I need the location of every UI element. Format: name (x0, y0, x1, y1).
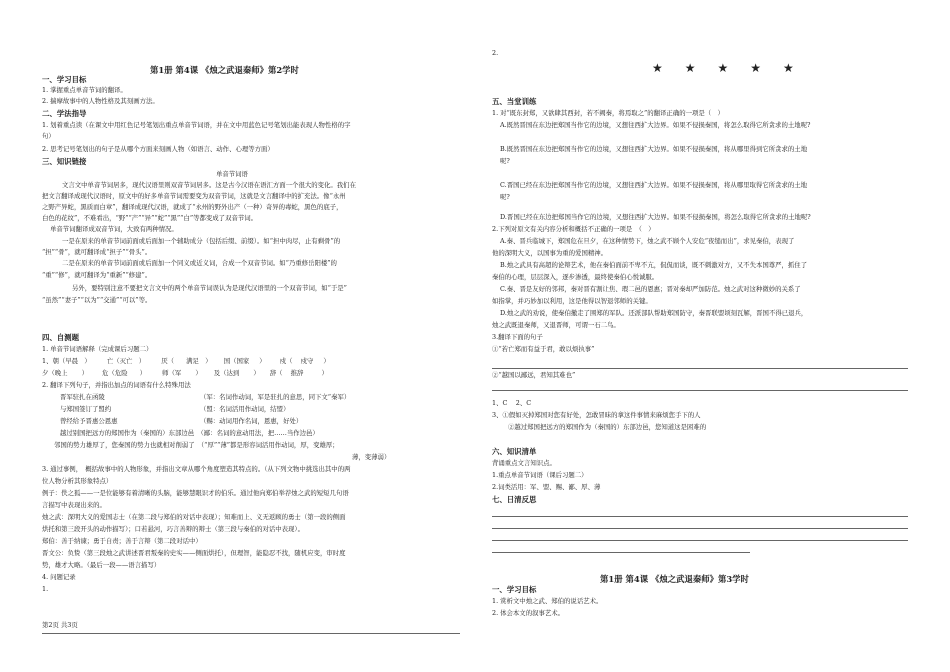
practice-option: 呢? (500, 193, 510, 201)
goal-item: 1. 赏析文中烛之武、郑伯的说话艺术。 (492, 597, 603, 605)
knowledge-text: 另外，要特别注意不要把文言文中的两个单音节词误认为是现代汉语里的一个双音节词，如“于是” (72, 284, 347, 292)
section-goals-heading: 一、学习目标 (42, 75, 87, 84)
goal-item: 2. 体会本文的叙事艺术。 (492, 609, 565, 617)
goal-item: 2. 揣摩故事中的人物性格及其刻画方法。 (42, 97, 159, 105)
translate-item: ①“若亡郑而有益于君，敢以烦执事” (492, 345, 595, 353)
vocab-row-1: 1、朝（早晨 ） 亡（灭亡 ） 厌（ 满足 ） 国（国家 ） 戍（ 戍守 ） (42, 357, 330, 365)
question-4: 4. 问题记录 (42, 573, 76, 581)
answer-line (492, 390, 908, 391)
practice-option: C.秦、晋是友好的邻邦，秦对晋有割让焦、瑕二邑的恩惠；晋对秦却严加防范。烛之武对这种微妙的关系了 (500, 285, 801, 293)
reflection-line (492, 552, 750, 553)
practice-option: A.秦、晋兵临城下，郑国危在旦夕，在这种情势下，烛之武不顾个人安危“夜缒而出”，求见秦伯，表现了 (500, 237, 795, 245)
character-analysis: 郑伯：善于纳谏；勇于自责；善于言辩（第二段对话中） (42, 537, 202, 545)
character-analysis: 烛之武：深明大义的爱国志士（在第二段与郑伯的对话中表现）；知难而上、义无返顾的勇士（第一段的侧面 (42, 513, 346, 521)
knowledge-text: “担”“骨”，就可翻译成“担子”“骨头”。 (42, 248, 152, 256)
section-knowledge-heading: 三、知识链接 (42, 157, 87, 166)
translation-sentence: 邻国的势力雄厚了，您秦国的势力也就相对削弱了 （“厚”“薄”都是形容词活用作动词，厚，变雄厚； (54, 441, 339, 449)
reflection-line (492, 540, 908, 541)
practice-option: A.既然晋国在东边把郑国当作它的边境，又想往西扩大边界。如果不侵损秦国，将怎么取得它所贪求的土地呢? (500, 121, 811, 129)
reflection-line (492, 516, 908, 517)
practice-option: C.晋国已经在东边把郑国当作它的边境，又想往西扩大边界。如果不侵损秦国，将从哪里取得它所贪求的土地 (500, 181, 808, 189)
answer-line (492, 368, 908, 369)
section-checklist-heading: 六、知识清单 (492, 447, 537, 456)
answer-key: 3、①假如灭掉郑国对您有好处，怎敢冒昧的拿这件事情来麻烦您手下的人 (492, 411, 701, 419)
section-selftest-heading: 四、自测题 (42, 333, 79, 342)
checklist-item: 1.重点单音节词语（课后习题二） (492, 471, 588, 479)
translation-sentence: 越过别国把远方的郑国作为（秦国的）东部边邑 （鄙：名词的意动用法，把……当作边邑） (60, 429, 319, 437)
left-page-column (42, 0, 460, 672)
translation-note: 薄，变薄弱） (352, 453, 391, 461)
translation-note: （军：名词作动词，军是驻扎的意思，同下文“秦军） (200, 393, 351, 401)
practice-option: 烛之武既退秦师，又退晋师，可谓一石二鸟。 (492, 321, 620, 329)
section-goals-heading: 一、学习目标 (492, 585, 537, 594)
reflection-line (492, 528, 908, 529)
practice-option: D.晋国已经在东边把郑国当作它的边境，又想往西扩大边界。如果不侵损秦国，将怎么取得它所贪求的土地呢? (500, 213, 811, 221)
practice-option: D.烛之武的劝说，使秦伯撤走了围郑的军队。还派部队帮助郑国防守，秦晋联盟顷刻瓦解，晋国不得已退兵， (500, 309, 808, 317)
method-text: 2. 思考记号笔划出的句子是从哪个方面来刻画人物（如语言、动作、心理等方面） (42, 145, 274, 153)
practice-question: 1. 对“既东封郑，又欲肆其西封，若不阙秦，将焉取之”的翻译正确的一项是（ ） (492, 109, 724, 117)
question-1: 1. 单音节词语解释（完成课后习题二） (42, 345, 153, 353)
character-analysis: 势，雄才大略。（最后一段——语言描写） (42, 561, 161, 569)
knowledge-text: 一是在原来的单音节词前面或后面加一个辅助成分（包括后缀、前缀）。如“担中肉尽，止有剩骨”的 (62, 237, 341, 245)
knowledge-text: 单音节词翻译成双音节词，大致有两种情况。 (50, 225, 178, 233)
translation-sentence: 曾经给予晋惠公恩惠 (60, 417, 118, 425)
character-analysis: 烘托和第三段开头的动作描写）；口若悬河，巧言善辩的辩士（第三段与秦伯的对话中表现）。 (42, 525, 305, 533)
practice-option: B.烛之武具有高超的论辩艺术，他在秦伯面前不卑不亢，侃侃而谈，既不刺激对方，又不失本国尊严，抓住了 (500, 261, 808, 269)
knowledge-text: 二是在原来的单音节词前面或后面加一个同义或近义词，合成一个双音节词。如“乃重修岳阳楼”的 (62, 259, 337, 267)
practice-option: 秦伯的心理，层层深入，逐步渗透，最终使秦伯心悦诚服。 (492, 273, 659, 281)
question-3: 位人物分析其形象特点） (42, 477, 113, 485)
example-text: 言描写中表现出来的。 (42, 501, 106, 509)
lesson-title: 第1册 第4课 《烛之武退秦师》第2学时 (150, 65, 299, 75)
translation-note: （盟：名词活用作动词，结盟） (200, 405, 290, 413)
method-text: 1. 划着重点读（在课文中用红色记号笔划出重点单音节词语，并在文中用蓝色记号笔划出能表现人物性格的字 (42, 121, 351, 129)
goal-item: 1. 掌握重点单音节词的翻译。 (42, 86, 127, 94)
knowledge-subtitle: 单音节词语 (216, 170, 248, 178)
translation-sentence: 与郑国签订了盟约 (60, 405, 112, 413)
lesson-title-3: 第1册 第4课 《烛之武退秦师》第3学时 (600, 574, 749, 584)
footer-rule (42, 633, 460, 634)
method-text: 句） (42, 132, 55, 140)
star-rating: ★★★★★ (652, 61, 816, 75)
knowledge-text: “重”“修”，就可翻译为“重新”“修建”。 (42, 271, 152, 279)
checklist-item: 背诵重点文言知识点。 (492, 459, 556, 467)
continued-number: 2. (492, 49, 499, 57)
practice-option: 呢? (500, 157, 510, 165)
page-footer: 第2页 共3页 (42, 621, 78, 629)
translation-note: （赐：动词用作名词，恩惠，好处） (200, 417, 303, 425)
answer-key: 1、C 2、C (492, 399, 532, 407)
section-method-heading: 二、学法指导 (42, 109, 87, 118)
section-practice-heading: 五、当堂训练 (492, 97, 537, 106)
knowledge-text: 之野产异蛇，黑质而白章”，翻译成现代汉语，就成了“永州的野外出产（一种）奇异的毒蛇，黑色的底子， (42, 203, 343, 211)
translation-sentence: 晋军驻扎在函陵 (60, 393, 105, 401)
practice-question: 2.下列对原文有关内容分析和概括不正确的一项是 （ ） (492, 225, 655, 233)
knowledge-text: 文言文中单音节词居多，现代汉语里则双音节词居多。这是古今汉语在语汇方面一个很大的变化。我们在 (62, 181, 356, 189)
section-reflection-heading: 七、日清反思 (492, 495, 537, 504)
question-3: 3. 通过事例， 概括故事中的人物形象，并指出文章从哪个角度塑造其特点的。（从下列文物中挑选出其中的两 (42, 465, 351, 473)
knowledge-text: “虽然”“妻子”“以为”“交通”“可以”等。 (42, 296, 152, 304)
practice-option: 如指掌，并巧妙加以利用，这是他得以智退邻师的关键。 (492, 297, 652, 305)
practice-question: 3.翻译下面的句子 (492, 333, 543, 341)
translate-item: ②“越国以鄙远，君知其难也” (492, 371, 576, 379)
right-page-column (492, 0, 908, 672)
practice-option: B.既然晋国在东边把郑国当作它的边境，又想往西扩大边界。如果不侵损秦国，将从哪里得到它所贪求的土地 (500, 145, 808, 153)
answer-key: ②越过郑国把远方的郑国作为（秦国的）东部边邑，您知道这是困难的 (508, 423, 707, 431)
question-2: 2. 翻译下列句子，并指出加点的词语有什么特殊用法 (42, 381, 191, 389)
example-text: 例子：佚之狐——一是位能够有着清晰的头脑，能够慧眼识才的伯乐。通过他向郑伯举荐烛之武的短短几句语 (42, 489, 349, 497)
practice-option: 他的深明大义，以国事为重的爱国精神。 (492, 249, 608, 257)
vocab-row-2: 夕（晚上 ） 危（危险 ） 师（军 ） 及（达到 ） 辞（ 推辞 ） (42, 369, 328, 377)
checklist-item: 2.词类活用：军、盟、赐、鄙、厚、薄 (492, 483, 601, 491)
knowledge-text: 把文言翻译成现代汉语时，原文中的好多单音节词需要变为双音节词，这就是文言翻译中的扩充法。像“永州 (42, 192, 346, 200)
character-analysis: 晋文公：负贽（第三段烛之武讲述晋君叛秦的史实——侧面烘托），但理智，能隐忍不找，随机应变，审时度 (42, 549, 346, 557)
knowledge-text: 白色的花纹”，不难看出，“野”“产”“异”“蛇”“黑”“白”等都变成了双音节词。 (42, 214, 258, 222)
question-record-line: 1. (42, 585, 49, 593)
